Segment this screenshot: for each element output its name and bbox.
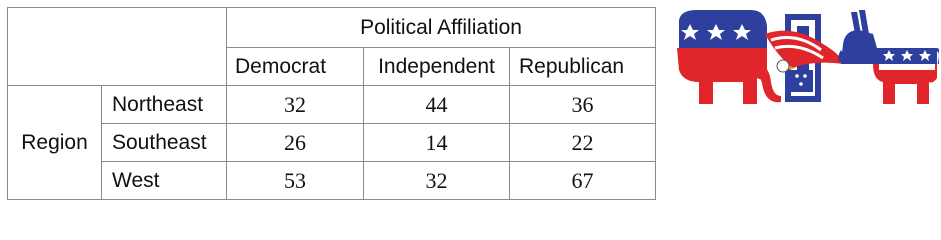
row-header-west: West [102, 162, 227, 200]
row-group-header: Region [8, 86, 102, 200]
cell-northeast-independent: 44 [364, 86, 510, 124]
column-header-republican: Republican [510, 48, 656, 86]
corner-cell [8, 8, 227, 86]
contingency-table [7, 7, 656, 200]
table-row [8, 86, 656, 124]
table-row [8, 124, 656, 162]
elephant-icon [677, 10, 781, 104]
cell-northeast-republican: 36 [510, 86, 656, 124]
cell-west-republican: 67 [510, 162, 656, 200]
column-header-independent: Independent [364, 48, 510, 86]
column-group-header: Political Affiliation [227, 8, 656, 48]
row-header-southeast: Southeast [102, 124, 227, 162]
column-header-democrat: Democrat [227, 48, 364, 86]
cell-northeast-democrat: 32 [227, 86, 364, 124]
cell-southeast-republican: 22 [510, 124, 656, 162]
cell-southeast-democrat: 26 [227, 124, 364, 162]
table-row [8, 162, 656, 200]
cell-west-democrat: 53 [227, 162, 364, 200]
cell-west-independent: 32 [364, 162, 510, 200]
eagle-icon [765, 14, 843, 102]
row-header-northeast: Northeast [102, 86, 227, 124]
party-mascots-icon [673, 4, 939, 108]
cell-southeast-independent: 14 [364, 124, 510, 162]
donkey-icon [838, 10, 939, 104]
header-row-group [8, 8, 656, 48]
